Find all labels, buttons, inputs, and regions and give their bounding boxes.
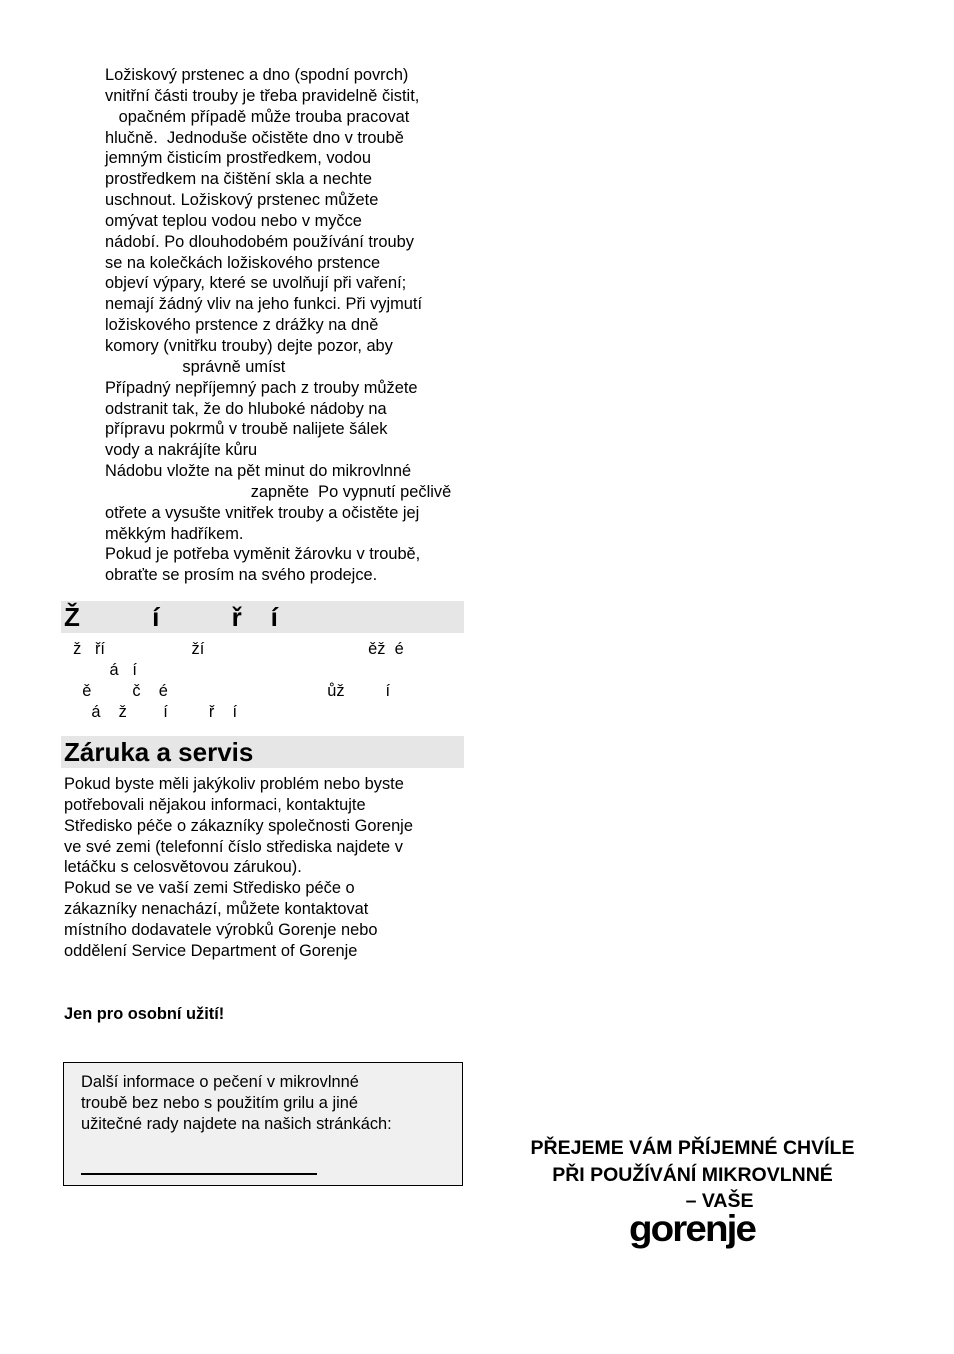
text-line: komory (vnitřku trouby) dejte pozor, aby [105,336,393,355]
text-line: nemají žádný vliv na jeho funkci. Při vyjmutí [105,295,423,314]
info-text [81,1072,392,1135]
text-line: jemným čisticím prostředkem, vodou [105,149,371,168]
info-box [63,1062,463,1186]
text-line: obraťte se prosím na svého prodejce. [105,566,378,585]
text-line: vody a nakrájíte kůru [105,441,258,460]
closing-line: – VAŠE [631,1190,754,1212]
text-line: Pokud se ve vaší zemi Středisko péče o [64,879,355,898]
text-line: ložiskového prstence z drážky na dně [105,316,379,335]
environment-paragraph [64,639,404,722]
text-line: potřebovali nějakou informaci, kontaktujte [64,795,366,814]
text-line: ž ří ží ěž é [64,640,404,658]
text-line: Další informace o pečení v mikrovlnné [81,1073,359,1091]
text-line: á í [64,660,137,679]
closing-message [490,1135,895,1215]
text-line: Pokud je potřeba vyměnit žárovku v troubě, [105,545,421,564]
text-line: se na kolečkách ložiskového prstence [105,253,381,272]
warranty-heading: Záruka a servis [64,737,254,767]
text-line: oddělení Service Department of Gorenje [64,941,358,960]
text-line: ve své zemi (telefonní číslo střediska najdete v [64,837,403,856]
personal-use-note: Jen pro osobní užití! [64,1005,225,1023]
text-line: Nádobu vložte na pět minut do mikrovlnné [105,462,412,481]
warranty-heading-bar [61,736,464,768]
text-line: Pokud byste měli jakýkoliv problém nebo byste [64,775,404,793]
text-line: nádobí. Po dlouhodobém používání trouby [105,232,414,251]
text-line: prostředkem na čištění skla a nechte [105,170,372,189]
warranty-paragraph [64,774,413,962]
gorenje-logo [628,1205,756,1253]
text-line: Středisko péče o zákazníky společnosti Gorenje [64,816,413,835]
url-blank-line [81,1173,317,1175]
text-line: letáčku s celosvětovou zárukou). [64,858,302,877]
text-line: Případný nepříjemný pach z trouby můžete [105,378,418,397]
closing-line: PŘI POUŽÍVÁNÍ MIKROVLNNÉ [552,1163,833,1186]
text-line: zákazníky nenachází, můžete kontaktovat [64,900,369,919]
text-line: hlučně. Jednoduše očistěte dno v troubě [105,128,404,147]
closing-line: PŘEJEME VÁM PŘÍJEMNÉ CHVÍLE [530,1137,855,1159]
text-line: uschnout. Ložiskový prstenec můžete [105,191,379,210]
text-line: objeví výpary, které se uvolňují při vaření; [105,274,407,293]
text-line: zapněte Po vypnutí pečlivě [105,482,452,501]
text-line: měkkým hadříkem. [105,524,244,543]
text-line: otřete a vysušte vnitřek trouby a očistěte jej [105,503,420,522]
text-line: odstranit tak, že do hluboké nádoby na [105,399,387,418]
text-line: vnitřní části trouby je třeba pravidelně čistit, [105,86,420,105]
environment-heading: Ž í ř í [64,602,278,632]
gorenje-logo-text: gorenje [629,1208,756,1249]
text-line: opačném případě může trouba pracovat [105,107,410,126]
text-line: omývat teplou vodou nebo v myčce [105,211,362,230]
text-line: á ž í ř í [64,702,238,721]
care-paragraph [105,65,451,586]
text-line: místního dodavatele výrobků Gorenje nebo [64,920,378,939]
environment-heading-bar [61,601,464,633]
text-line: ě č é ůž í [64,681,391,700]
text-line: troubě bez nebo s použitím grilu a jiné [81,1093,358,1112]
text-line: Ložiskový prstenec a dno (spodní povrch) [105,66,409,84]
text-line: přípravu pokrmů v troubě nalijete šálek [105,420,388,439]
text-line: užitečné rady najdete na našich stránkách: [81,1114,392,1133]
text-line: správně umíst [105,357,286,376]
